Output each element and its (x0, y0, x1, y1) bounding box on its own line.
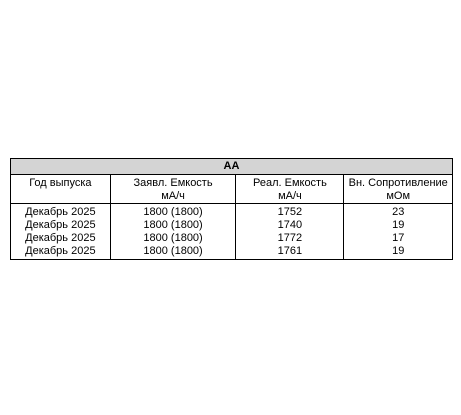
column-header-internal-resistance (344, 175, 452, 204)
column-header-label: Вн. Сопротивление (348, 177, 448, 189)
table-row (11, 204, 452, 220)
table-title: AA (11, 159, 452, 175)
column-header-unit: мОм (386, 190, 411, 202)
cell-declared-capacity: 1800 (1800) (110, 219, 236, 232)
cell-year: Декабрь 2025 (11, 245, 110, 259)
column-header-declared-capacity (110, 175, 236, 204)
cell-internal-resistance: 17 (392, 232, 405, 244)
cell-real-capacity: 1752 (236, 204, 344, 220)
column-header-year (11, 175, 110, 204)
table-header-row (11, 175, 452, 204)
table-row (11, 245, 452, 259)
cell-year: Декабрь 2025 (11, 219, 110, 232)
table-row (11, 219, 452, 232)
cell-internal-resistance: 19 (392, 245, 405, 257)
table-title-row (11, 159, 452, 175)
table-row (11, 232, 452, 245)
cell-real-capacity: 1761 (236, 245, 344, 259)
column-header-real-capacity (236, 175, 344, 204)
cell-year: Декабрь 2025 (11, 204, 110, 220)
cell-declared-capacity: 1800 (1800) (110, 204, 236, 220)
column-header-unit: мА/ч (278, 190, 302, 202)
column-header-label: Реал. Емкость (252, 177, 327, 189)
cell-declared-capacity: 1800 (1800) (110, 232, 236, 245)
battery-table-frame (10, 158, 453, 260)
cell-real-capacity: 1740 (236, 219, 344, 232)
cell-year: Декабрь 2025 (11, 232, 110, 245)
column-header-label: Год выпуска (29, 177, 92, 189)
cell-internal-resistance: 19 (392, 219, 405, 231)
cell-real-capacity: 1772 (236, 232, 344, 245)
cell-internal-resistance: 23 (392, 206, 405, 218)
cell-declared-capacity: 1800 (1800) (110, 245, 236, 259)
column-header-unit: мА/ч (161, 190, 185, 202)
battery-test-table (11, 159, 452, 259)
column-header-label: Заявл. Емкость (133, 177, 213, 189)
